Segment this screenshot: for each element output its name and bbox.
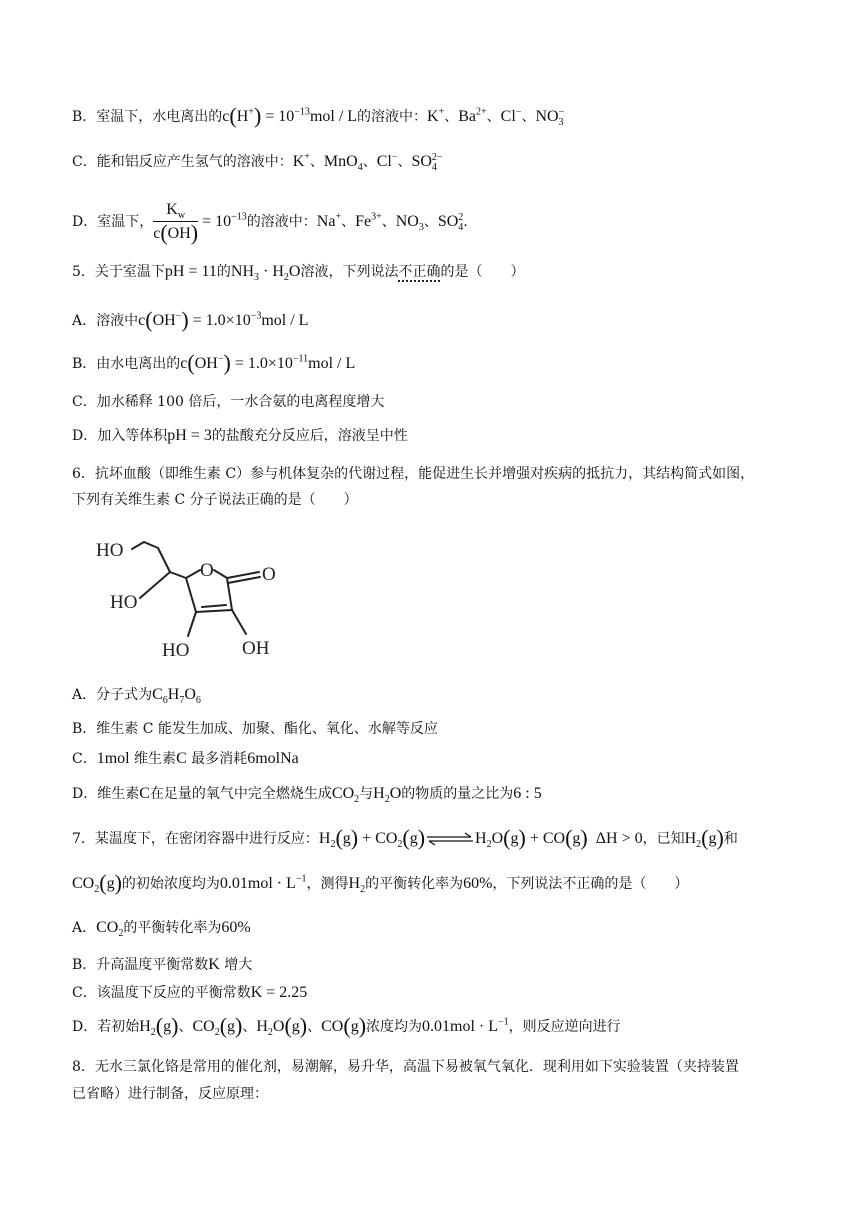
emphasis-not-correct: 不正确 <box>398 264 441 280</box>
q8-stem-line1: 8．无水三氯化铬是常用的催化剂，易潮解，易升华，高温下易被氧气氧化．现利用如下实验装置（夹持装置 <box>72 1059 739 1075</box>
label-carbonyl-oxygen: O <box>262 564 276 585</box>
q5-option-b: B．由水电离出的$c(OH^-) = 1.0\times 10^{-11}mol / L$ <box>72 350 356 375</box>
q5-option-a: A．溶液中$c(OH^-) = 1.0\times 10^{-3}mol / L$ <box>72 307 309 332</box>
q6-stem-line2: 下列有关维生素 C 分子说法正确的是（ ） <box>72 492 358 508</box>
label-ho-middle: HO <box>110 592 138 613</box>
q6-option-d: D．维生素C在足量的氧气中完全燃烧生成$CO_2$与$H_2O$的物质的量之比为6 : 5 <box>72 785 542 806</box>
q5-option-d: D．加入等体积pH = 3的盐酸充分反应后，溶液呈中性 <box>72 427 408 444</box>
q7-stem-line2: $CO_2(g)$的初始浓度均为$0.01mol \cdot L^{-1}$，测得$H_2$的平衡转化率为60%，下列说法不正确的是（ ） <box>72 870 689 896</box>
q6-stem-line1: 6．抗坏血酸（即维生素 C）参与机体复杂的代谢过程，能促进生长并增强对疾病的抵抗力，其结构简式如图， <box>72 466 755 482</box>
q7-option-b: B．升高温度平衡常数K 增大 <box>72 956 253 973</box>
q4-option-b: B．室温下，水电离出的$c(H^+) = 10^{-13}mol / L$的溶液中：K+、$Ba^{2+}$、Cl−、$NO_3^-$ <box>72 103 565 129</box>
vitamin-c-structure-diagram <box>96 532 296 662</box>
kw-over-c-oh-fraction: $\frac{K_w}{c(OH)}$ <box>153 201 199 245</box>
label-ring-oxygen: O <box>200 560 214 581</box>
equilibrium-arrow-icon <box>425 832 475 846</box>
q5-stem: 5．关于室温下pH = 11的$NH_3 \cdot H_2O$溶液，下列说法不正确的是（ ） <box>72 263 525 284</box>
label-ho-top: HO <box>96 540 124 561</box>
q6-option-a: A．分子式为$C_6H_7O_6$ <box>72 686 201 707</box>
q7-option-a: A．$CO_2$的平衡转化率为60% <box>72 919 251 940</box>
label-oh-bottom: OH <box>242 638 270 659</box>
q6-option-b: B．维生素 C 能发生加成、加聚、酯化、氧化、水解等反应 <box>72 721 438 737</box>
q7-option-d: D．若初始$H_2(g)$、$CO_2(g)$、$H_2O(g)$、CO(g)浓度均为$0.01mol \cdot L^{-1}$，则反应逆向进行 <box>72 1013 621 1039</box>
q5-option-c: C．加水稀释 100 倍后，一水合氨的电离程度增大 <box>72 394 385 410</box>
q7-option-c: C．该温度下反应的平衡常数K = 2.25 <box>72 984 308 1001</box>
q4-option-d: D．室温下， $\frac{K_w}{c(OH)}$ = $10^{-13}$的溶液中：Na+、$Fe^{3+}$、$NO_3$、$SO_4^2$. <box>72 201 468 245</box>
q8-stem-line2: 已省略）进行制备，反应原理： <box>72 1086 268 1102</box>
label-ho-bottom: HO <box>162 640 190 661</box>
q6-option-c: C．1mol 维生素C 最多消耗6molNa <box>72 750 299 767</box>
q4-option-c: C．能和铝反应产生氢气的溶液中：K+、MnO$_4$、Cl−、$SO_4^{2-}$ <box>72 151 443 174</box>
q7-stem-line1: 7．某温度下，在密闭容器中进行反应：$H_2(g) + CO_2(g) H_2O(g) + CO(g) \Delta H > 0$，已知$H_2(g)$和 <box>72 825 738 851</box>
